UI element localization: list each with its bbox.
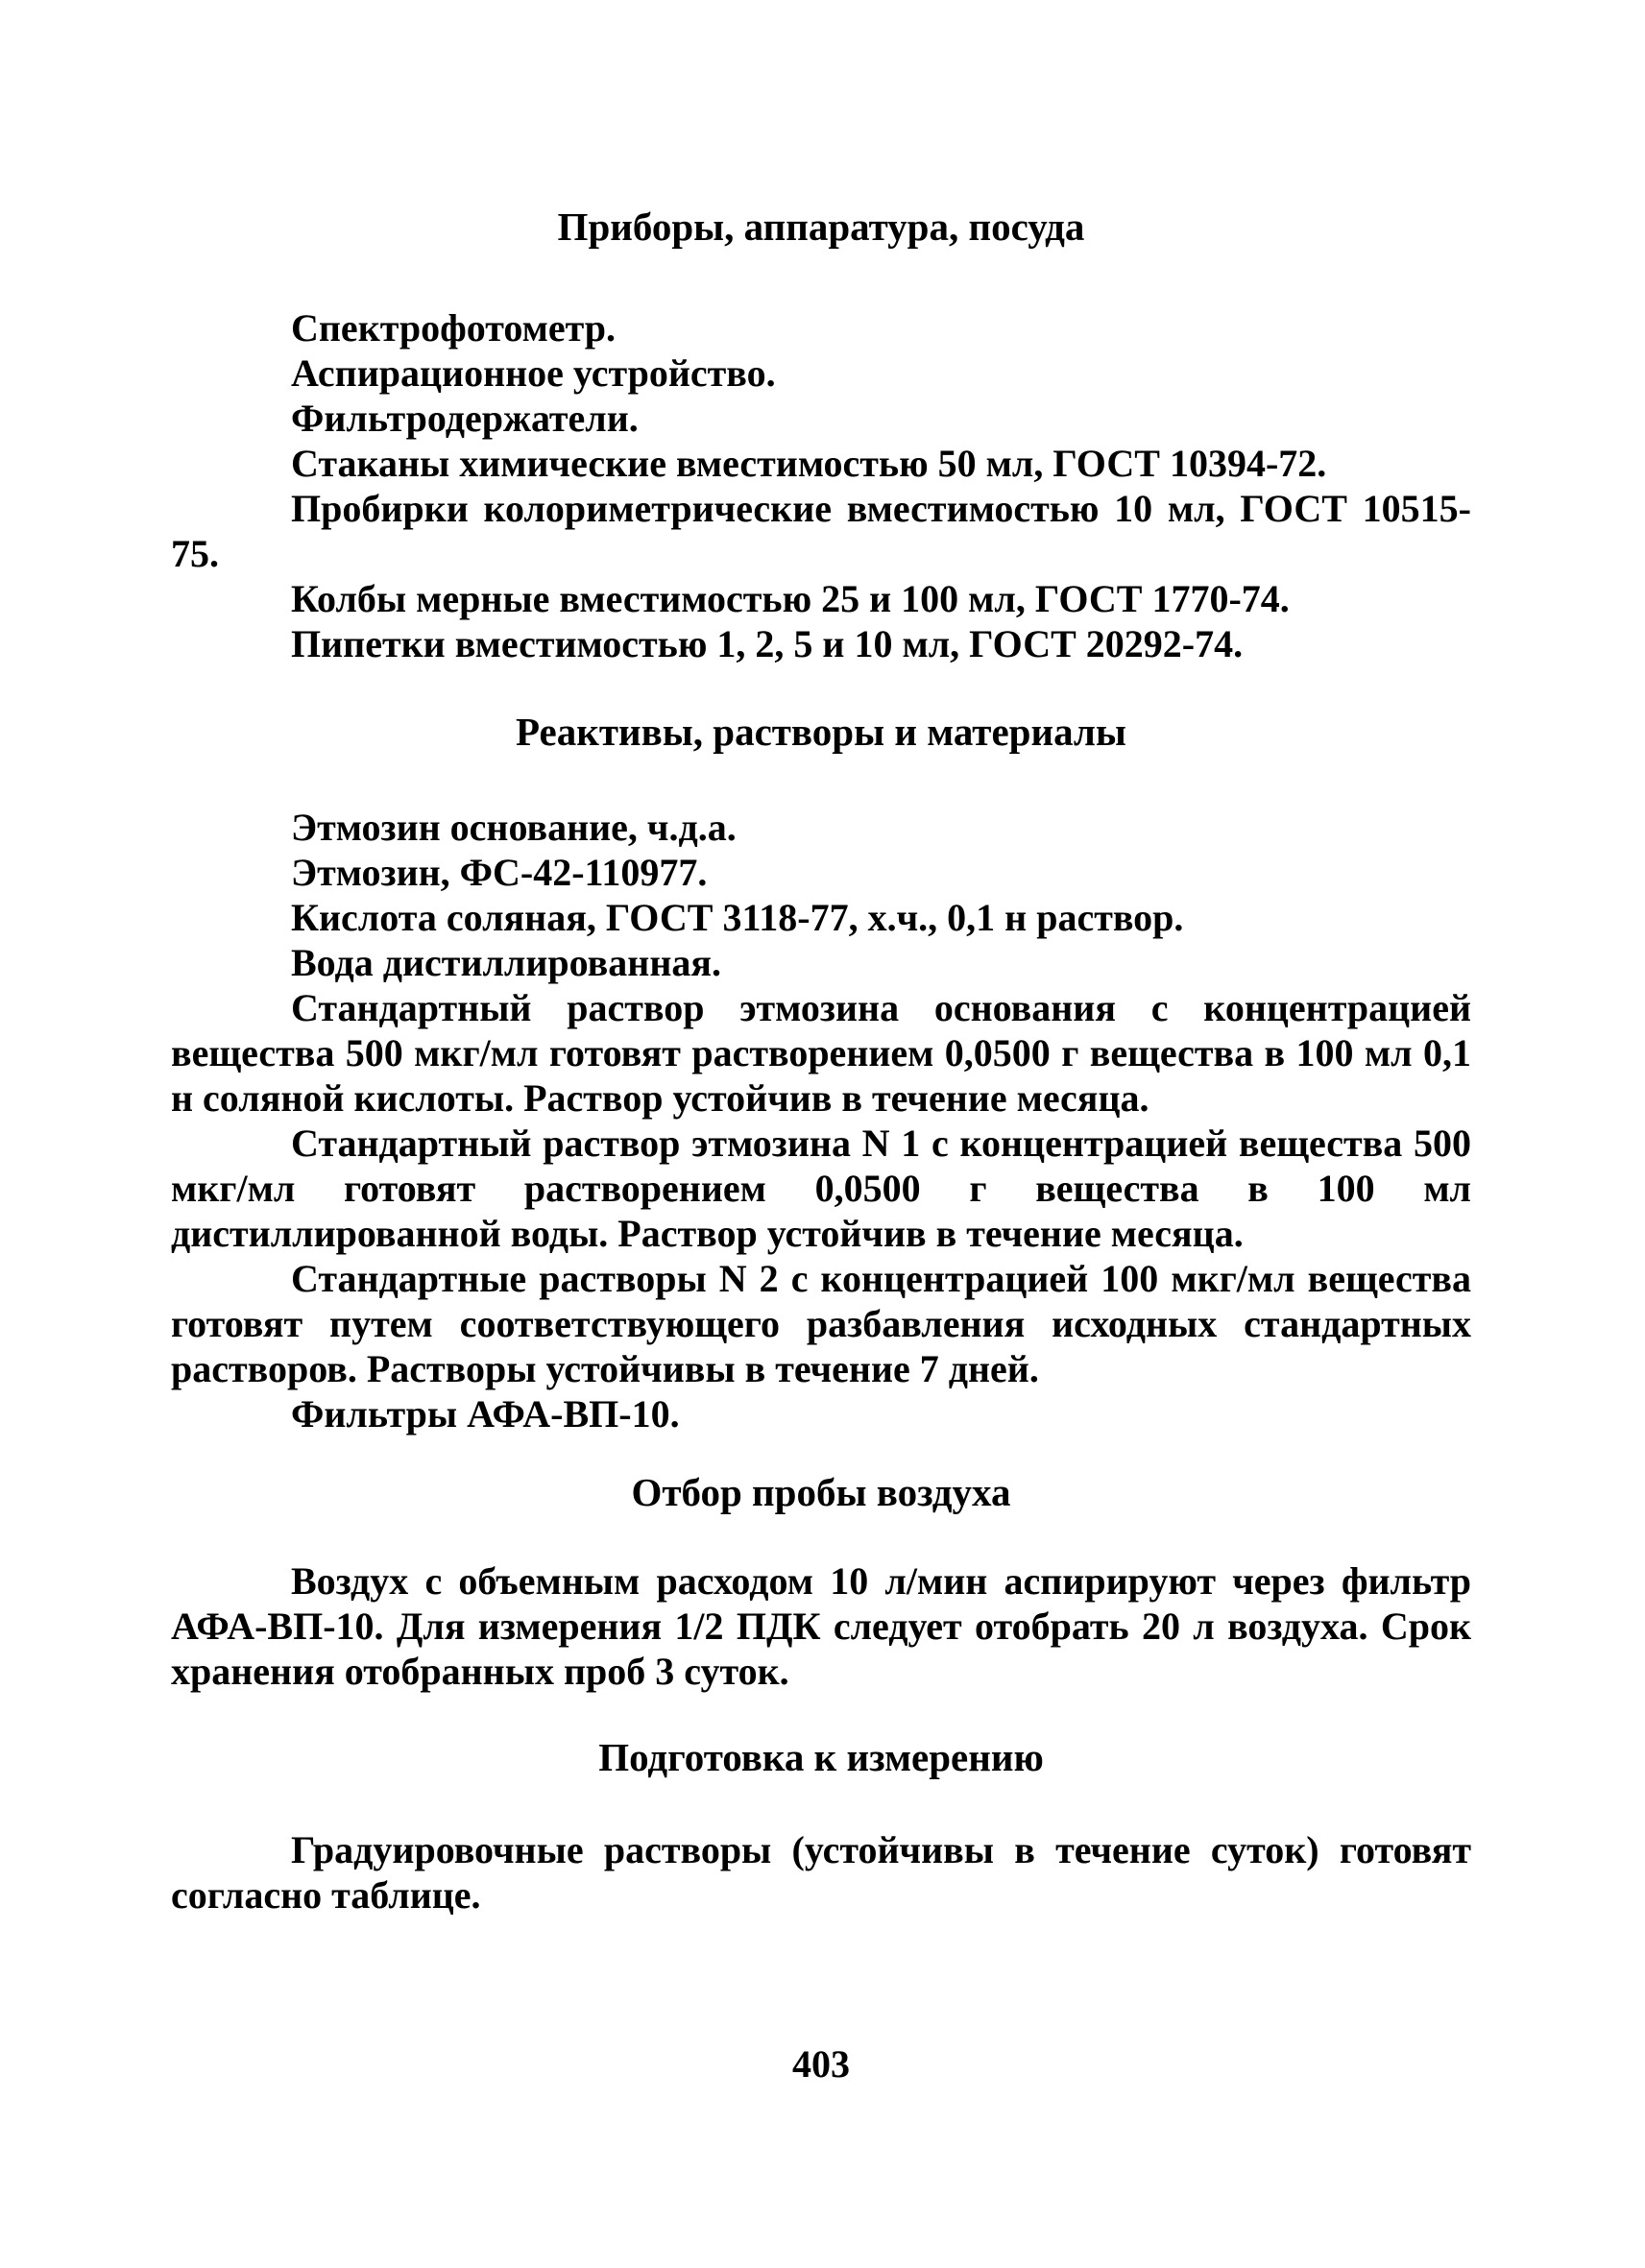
list-item: Аспирационное устройство.: [291, 351, 776, 395]
list-item: Этмозин основание, ч.д.а.: [291, 806, 737, 849]
preparation-heading: Подготовка к измерению: [598, 1735, 1044, 1779]
preparation-text: [171, 1827, 1471, 1918]
list-item: Пробирки колориметрические вместимостью 10 мл, ГОСТ 10515-75.: [171, 487, 1471, 575]
list-item: Спектрофотометр.: [291, 306, 617, 350]
list-item: Колбы мерные вместимостью 25 и 100 мл, ГОСТ 1770-74.: [291, 577, 1290, 620]
list-item: Вода дистиллированная.: [291, 941, 722, 984]
sampling-text: [171, 1558, 1471, 1694]
list-item: Кислота соляная, ГОСТ 3118-77, х.ч., 0,1 н раствор.: [291, 896, 1184, 939]
apparatus-list: [171, 305, 1471, 666]
paragraph: Воздух с объемным расходом 10 л/мин аспирируют через фильтр АФА-ВП-10. Для измерения 1/2 ПДК следует отобрать 20 л воздуха. Срок хранения отобранных проб 3 суток.: [171, 1559, 1471, 1693]
apparatus-heading: Приборы, аппаратура, посуда: [557, 205, 1085, 249]
sampling-heading: Отбор пробы воздуха: [631, 1470, 1011, 1514]
list-item: Стаканы химические вместимостью 50 мл, ГОСТ 10394-72.: [291, 442, 1327, 485]
paragraph: Градуировочные растворы (устойчивы в течение суток) готовят согласно таблице.: [171, 1828, 1471, 1917]
paragraph: Стандартный раствор этмозина основания с концентрацией вещества 500 мкг/мл готовят растворением 0,0500 г вещества в 100 мл 0,1 н соляной кислоты. Раствор устойчив в течение месяца.: [171, 986, 1471, 1120]
page-number: 403: [792, 2042, 850, 2086]
list-item: Фильтры АФА-ВП-10.: [291, 1392, 680, 1436]
list-item: Пипетки вместимостью 1, 2, 5 и 10 мл, ГОСТ 20292-74.: [291, 622, 1244, 665]
reagents-heading: Реактивы, растворы и материалы: [516, 710, 1126, 754]
list-item: Фильтродержатели.: [291, 397, 639, 440]
reagents-list: [171, 805, 1471, 1436]
document-page: [171, 0, 1471, 2268]
paragraph: Стандартный раствор этмозина N 1 с концентрацией вещества 500 мкг/мл готовят растворением 0,0500 г вещества в 100 мл дистиллированной воды. Раствор устойчив в течение месяца.: [171, 1122, 1471, 1255]
paragraph: Стандартные растворы N 2 с концентрацией 100 мкг/мл вещества готовят путем соответствующего разбавления исходных стандартных растворов. Растворы устойчивы в течение 7 дней.: [171, 1257, 1471, 1390]
list-item: Этмозин, ФС-42-110977.: [291, 851, 708, 894]
